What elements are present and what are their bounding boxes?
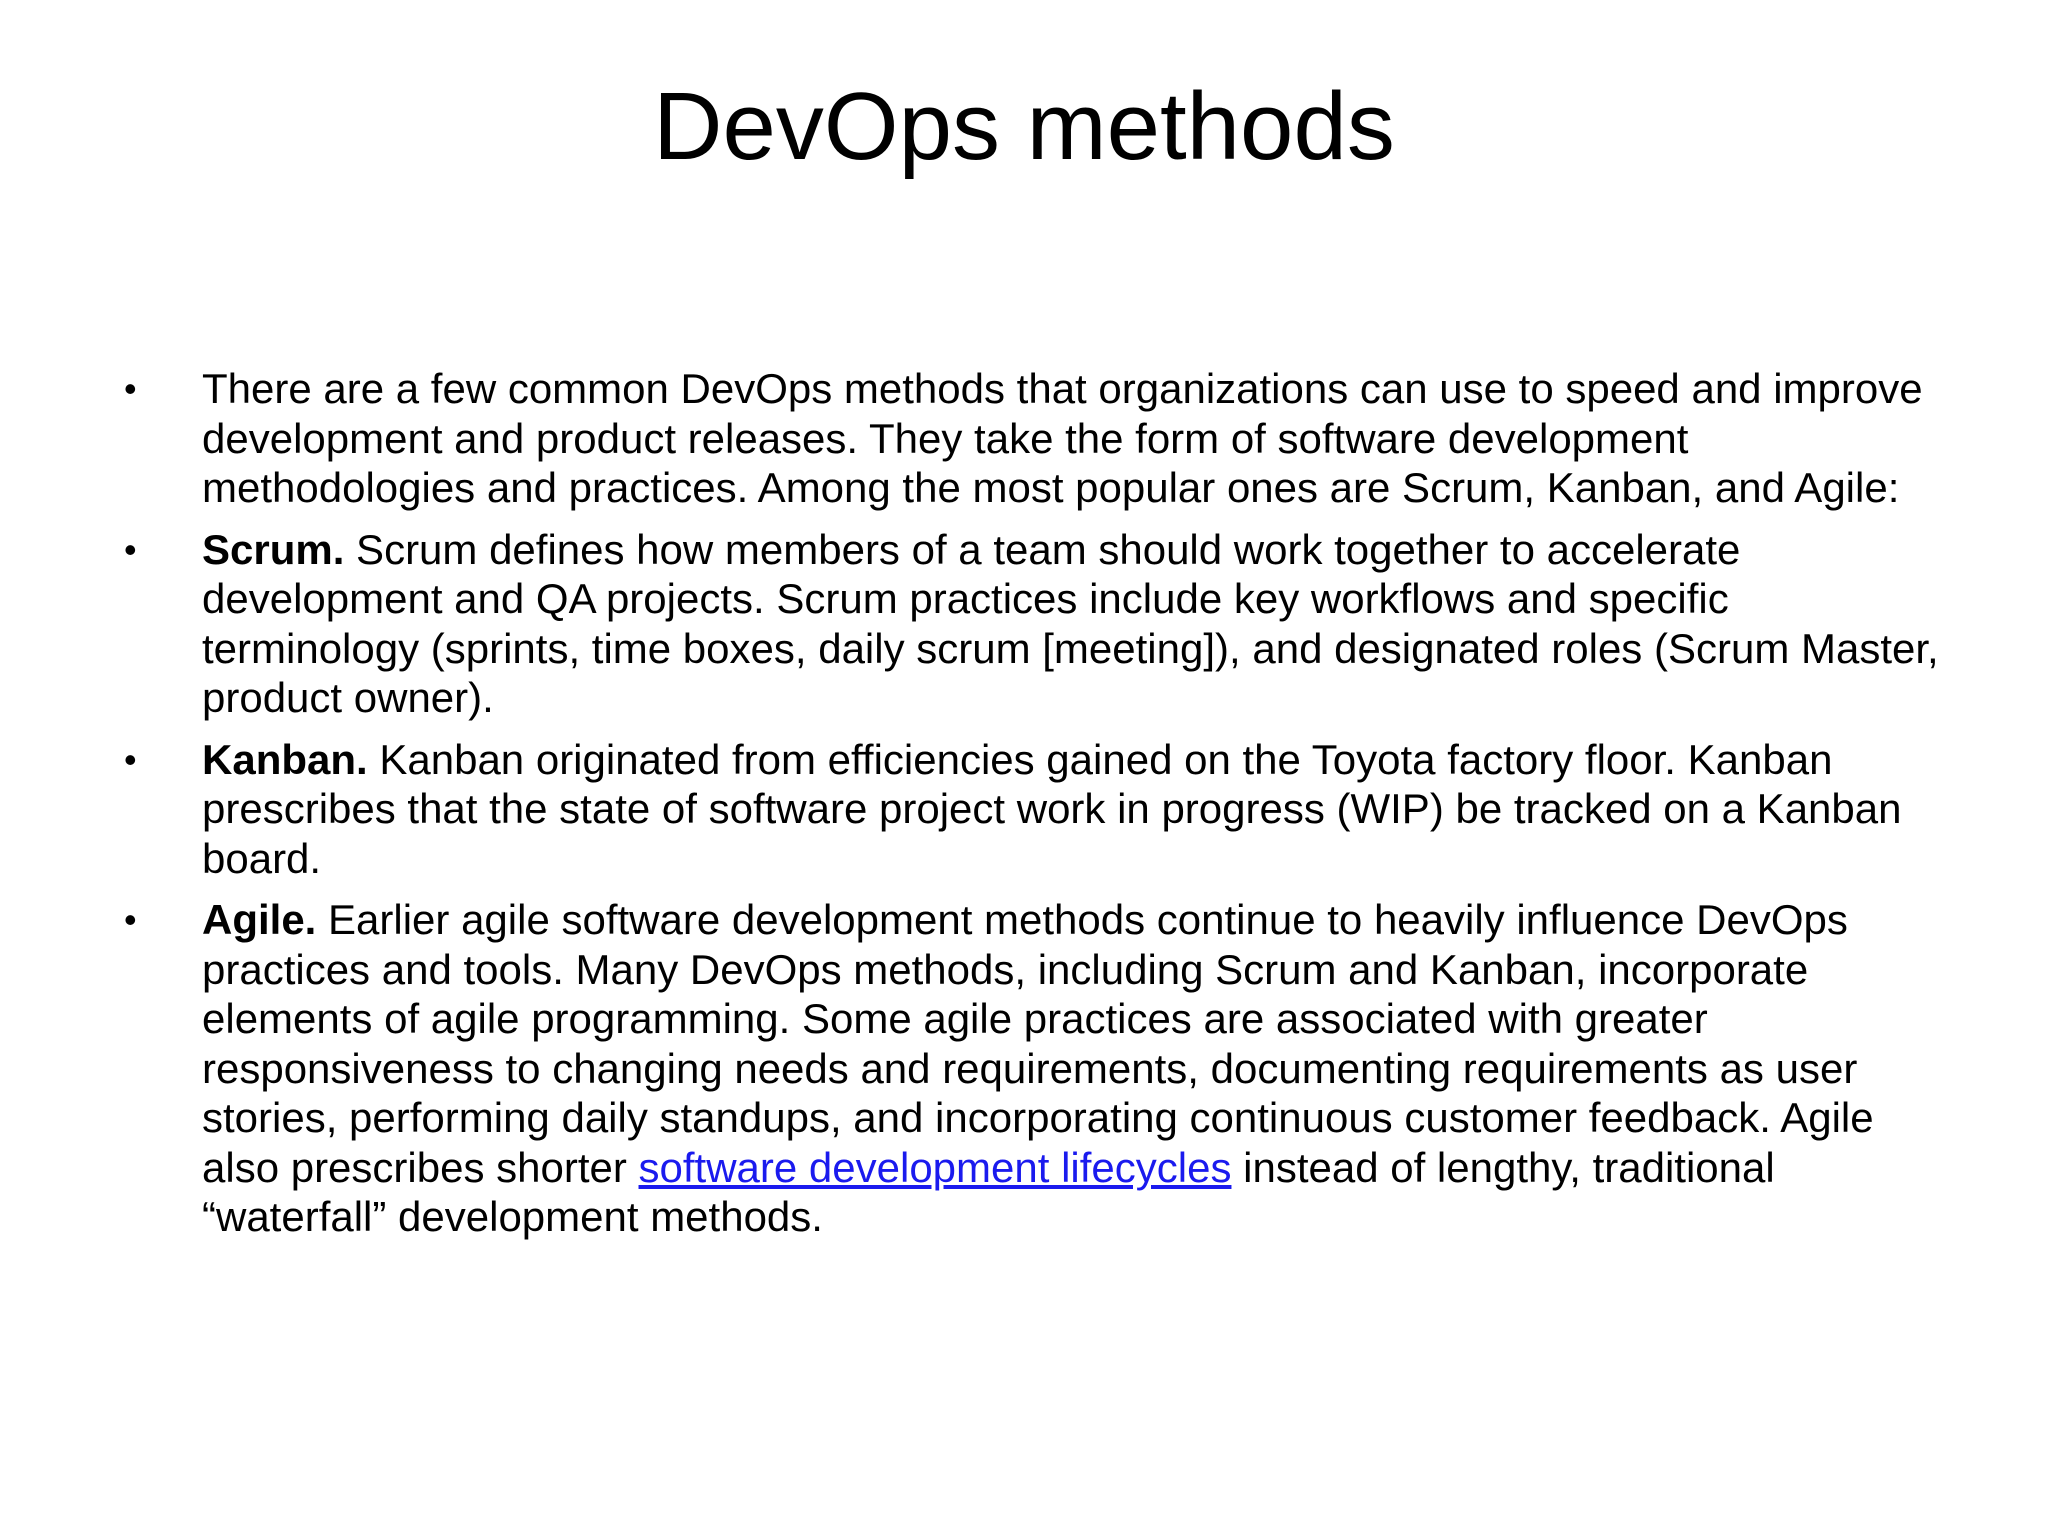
bullet-scrum [120, 525, 1950, 723]
bullet-intro [120, 364, 1950, 513]
agile-text: Earlier agile software development methods continue to heavily influence DevOps practices and tools. Many DevOps methods, including Scrum and Kanban, incorporate elements of agile programming. Some agile practices are associated with greater responsiveness to changing needs and requirements, documenting requirements as user stories, performing daily standups, and incorporating continuous customer feedback. Agile also prescribes shorter [202, 896, 1874, 1191]
bullet-marker: • [124, 738, 137, 780]
bullet-marker: • [124, 368, 137, 409]
scrum-term: Scrum. [202, 525, 345, 573]
agile-text-after: instead of lengthy, traditional “waterfall” development methods. [202, 1143, 1775, 1240]
bullet-marker: • [124, 528, 137, 570]
scrum-text: Scrum defines how members of a team should work together to accelerate development and QA projects. Scrum practices include key workflows and specific terminology (sprints, time boxes, daily scrum [meeting]), and designated roles (Scrum Master, product owner). [202, 525, 1939, 721]
slide-title: DevOps methods [653, 73, 1395, 180]
bullet-intro-text: There are a few common DevOps methods that organizations can use to speed and improve development and product releases. They take the form of software development methodologies and practices. Among the most popular ones are Scrum, Kanban, and Agile: [202, 365, 1923, 511]
agile-term: Agile. [202, 896, 317, 943]
kanban-text: Kanban originated from efficiencies gained on the Toyota factory floor. Kanban prescribes that the state of software project work in progress (WIP) be tracked on a Kanban board. [202, 735, 1902, 882]
kanban-term: Kanban. [202, 735, 368, 783]
bullet-agile [120, 895, 1950, 1242]
bullet-kanban [120, 735, 1950, 884]
bullet-list [120, 364, 1950, 1254]
sdlc-link[interactable]: software development lifecycles [638, 1143, 1232, 1191]
bullet-marker: • [124, 899, 137, 940]
